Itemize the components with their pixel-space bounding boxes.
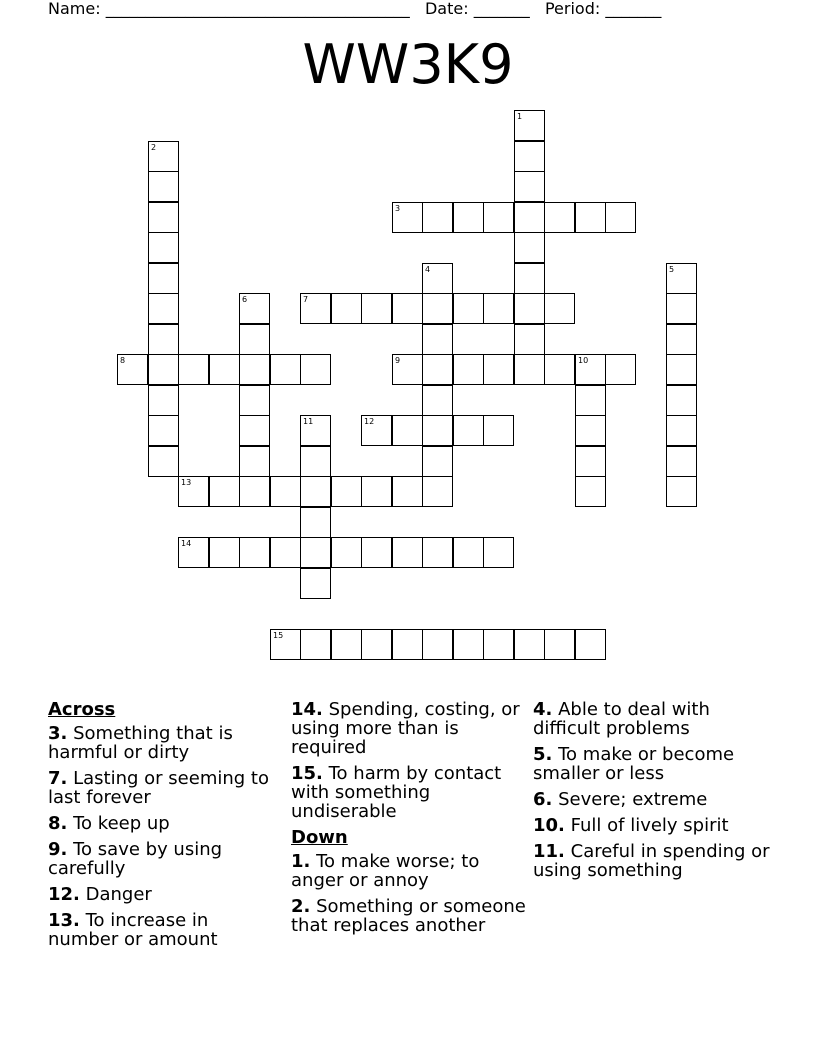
grid-cell[interactable] [392, 202, 423, 233]
clue-text: Lasting or seeming to last forever [48, 768, 269, 808]
clue-text: Severe; extreme [558, 789, 708, 810]
grid-cell[interactable] [422, 385, 453, 416]
grid-cell[interactable] [666, 354, 697, 385]
clue-number: 8. [48, 813, 68, 834]
grid-cell[interactable] [453, 293, 484, 324]
clue-text: Full of lively spirit [570, 815, 729, 836]
clue-across-3 [48, 724, 284, 762]
cell-number: 14 [181, 539, 192, 548]
grid-cell[interactable] [209, 476, 240, 507]
clue-number: 3. [48, 723, 68, 744]
clue-across-9 [48, 840, 284, 878]
grid-cell[interactable] [422, 629, 453, 660]
grid-cell[interactable] [300, 507, 331, 538]
clue-number: 11. [533, 841, 565, 862]
clue-across-14 [291, 700, 527, 757]
date-line[interactable]: _______ [473, 0, 530, 18]
grid-cell[interactable] [300, 629, 331, 660]
clue-text: Something or someone that replaces another [291, 896, 526, 936]
grid-cell[interactable] [178, 476, 209, 507]
grid-cell[interactable] [453, 415, 484, 446]
grid-cell[interactable] [239, 385, 270, 416]
grid-cell[interactable] [331, 293, 362, 324]
across-heading: Across [48, 699, 116, 720]
grid-cell[interactable] [666, 476, 697, 507]
grid-cell[interactable] [575, 202, 606, 233]
clue-down-11 [533, 842, 773, 880]
cell-number: 11 [303, 417, 314, 426]
grid-cell[interactable] [514, 293, 545, 324]
grid-cell[interactable] [148, 202, 179, 233]
grid-cell[interactable] [422, 354, 453, 385]
clue-number: 9. [48, 839, 68, 860]
clue-number: 12. [48, 884, 80, 905]
cell-number: 6 [242, 295, 248, 304]
grid-cell[interactable] [361, 415, 392, 446]
clue-text: Careful in spending or using something [533, 841, 770, 881]
grid-cell[interactable] [178, 537, 209, 568]
clue-across-8 [48, 814, 284, 833]
clue-text: To increase in number or amount [48, 910, 218, 950]
grid-cell[interactable] [422, 537, 453, 568]
clue-text: To make worse; to anger or annoy [291, 851, 480, 891]
period-line[interactable]: _______ [605, 0, 662, 18]
cell-number: 5 [669, 265, 675, 274]
clue-number: 1. [291, 851, 311, 872]
grid-cell[interactable] [422, 415, 453, 446]
clue-text: To keep up [73, 813, 170, 834]
grid-cell[interactable] [483, 354, 514, 385]
grid-cell[interactable] [300, 537, 331, 568]
grid-cell[interactable] [392, 476, 423, 507]
grid-cell[interactable] [544, 293, 575, 324]
clue-number: 4. [533, 699, 553, 720]
grid-cell[interactable] [422, 324, 453, 355]
grid-cell[interactable] [148, 385, 179, 416]
grid-cell[interactable] [575, 354, 606, 385]
clue-number: 10. [533, 815, 565, 836]
clue-number: 2. [291, 896, 311, 917]
grid-cell[interactable] [544, 629, 575, 660]
grid-cell[interactable] [514, 629, 545, 660]
clue-text: Danger [85, 884, 152, 905]
grid-cell[interactable] [300, 354, 331, 385]
grid-cell[interactable] [239, 415, 270, 446]
cell-number: 7 [303, 295, 309, 304]
grid-cell[interactable] [422, 446, 453, 477]
clue-text: Able to deal with difficult problems [533, 699, 710, 739]
date-label: Date: [424, 0, 469, 18]
grid-cell[interactable] [666, 324, 697, 355]
clue-text: Spending, costing, or using more than is required [291, 699, 520, 758]
grid-cell[interactable] [666, 415, 697, 446]
grid-cell[interactable] [422, 202, 453, 233]
grid-cell[interactable] [514, 263, 545, 294]
cell-number: 12 [364, 417, 375, 426]
grid-cell[interactable] [331, 537, 362, 568]
grid-cell[interactable] [148, 354, 179, 385]
grid-cell[interactable] [575, 415, 606, 446]
grid-cell[interactable] [453, 202, 484, 233]
grid-cell[interactable] [300, 415, 331, 446]
clue-text: To save by using carefully [48, 839, 223, 879]
grid-cell[interactable] [117, 354, 148, 385]
grid-cell[interactable] [514, 324, 545, 355]
grid-cell[interactable] [392, 629, 423, 660]
grid-cell[interactable] [361, 293, 392, 324]
grid-cell[interactable] [331, 629, 362, 660]
grid-cell[interactable] [239, 537, 270, 568]
grid-cell[interactable] [300, 568, 331, 599]
grid-cell[interactable] [392, 415, 423, 446]
grid-cell[interactable] [178, 354, 209, 385]
grid-cell[interactable] [453, 537, 484, 568]
clue-number: 13. [48, 910, 80, 931]
grid-cell[interactable] [422, 263, 453, 294]
grid-cell[interactable] [514, 354, 545, 385]
grid-cell[interactable] [239, 354, 270, 385]
period-label: Period: [544, 0, 601, 18]
grid-cell[interactable] [239, 293, 270, 324]
grid-cell[interactable] [392, 293, 423, 324]
clue-down-10 [533, 816, 773, 835]
grid-cell[interactable] [239, 324, 270, 355]
clue-across-12 [48, 885, 284, 904]
clue-down-5 [533, 745, 773, 783]
grid-cell[interactable] [148, 263, 179, 294]
grid-cell[interactable] [300, 476, 331, 507]
grid-cell[interactable] [422, 293, 453, 324]
clue-across-13 [48, 911, 284, 949]
clue-number: 6. [533, 789, 553, 810]
cell-number: 9 [395, 356, 401, 365]
grid-cell[interactable] [392, 354, 423, 385]
grid-cell[interactable] [605, 354, 636, 385]
clue-number: 7. [48, 768, 68, 789]
grid-cell[interactable] [575, 629, 606, 660]
grid-cell[interactable] [148, 171, 179, 202]
clue-down-6 [533, 790, 773, 809]
clue-text: To make or become smaller or less [533, 744, 735, 784]
grid-cell[interactable] [422, 476, 453, 507]
grid-cell[interactable] [270, 537, 301, 568]
cell-number: 3 [395, 204, 401, 213]
grid-cell[interactable] [544, 202, 575, 233]
grid-cell[interactable] [239, 476, 270, 507]
grid-cell[interactable] [666, 263, 697, 294]
grid-cell[interactable] [148, 324, 179, 355]
clue-number: 5. [533, 744, 553, 765]
clue-column-1 [48, 700, 284, 956]
grid-cell[interactable] [514, 171, 545, 202]
grid-cell[interactable] [300, 293, 331, 324]
grid-cell[interactable] [483, 202, 514, 233]
clue-across-7 [48, 769, 284, 807]
cell-number: 8 [120, 356, 126, 365]
grid-cell[interactable] [483, 629, 514, 660]
clue-across-15 [291, 764, 527, 821]
clue-number: 14. [291, 699, 323, 720]
grid-cell[interactable] [514, 110, 545, 141]
grid-cell[interactable] [483, 293, 514, 324]
name-label: Name: [48, 0, 101, 18]
grid-cell[interactable] [270, 629, 301, 660]
cell-number: 1 [517, 112, 523, 121]
grid-cell[interactable] [575, 446, 606, 477]
grid-cell[interactable] [392, 537, 423, 568]
grid-cell[interactable] [453, 629, 484, 660]
grid-cell[interactable] [666, 385, 697, 416]
grid-cell[interactable] [605, 202, 636, 233]
grid-cell[interactable] [300, 446, 331, 477]
grid-cell[interactable] [483, 537, 514, 568]
grid-cell[interactable] [514, 141, 545, 172]
grid-cell[interactable] [209, 537, 240, 568]
name-line[interactable]: ______________________________________ [105, 0, 410, 18]
grid-cell[interactable] [575, 385, 606, 416]
clue-text: To harm by contact with something undiserable [291, 763, 502, 822]
grid-cell[interactable] [361, 537, 392, 568]
puzzle-title: WW3K9 [302, 33, 514, 96]
clue-number: 15. [291, 763, 323, 784]
cell-number: 10 [578, 356, 589, 365]
grid-cell[interactable] [361, 629, 392, 660]
grid-cell[interactable] [514, 232, 545, 263]
clue-down-4 [533, 700, 773, 738]
clue-down-1 [291, 852, 527, 890]
clue-down-2 [291, 897, 527, 935]
grid-cell[interactable] [148, 141, 179, 172]
clue-column-2 [291, 700, 527, 942]
grid-cell[interactable] [331, 476, 362, 507]
grid-cell[interactable] [239, 446, 270, 477]
grid-cell[interactable] [209, 354, 240, 385]
grid-cell[interactable] [514, 202, 545, 233]
grid-cell[interactable] [270, 354, 301, 385]
grid-cell[interactable] [148, 293, 179, 324]
grid-cell[interactable] [148, 232, 179, 263]
clue-text: Something that is harmful or dirty [48, 723, 233, 763]
down-heading: Down [291, 827, 348, 848]
grid-cell[interactable] [453, 354, 484, 385]
grid-cell[interactable] [666, 293, 697, 324]
grid-cell[interactable] [666, 446, 697, 477]
cell-number: 13 [181, 478, 192, 487]
grid-cell[interactable] [148, 415, 179, 446]
grid-cell[interactable] [544, 354, 575, 385]
grid-cell[interactable] [361, 476, 392, 507]
clue-column-3 [533, 700, 773, 887]
grid-cell[interactable] [148, 446, 179, 477]
grid-cell[interactable] [483, 415, 514, 446]
grid-cell[interactable] [270, 476, 301, 507]
grid-cell[interactable] [575, 476, 606, 507]
cell-number: 15 [273, 631, 284, 640]
cell-number: 2 [151, 143, 157, 152]
cell-number: 4 [425, 265, 431, 274]
